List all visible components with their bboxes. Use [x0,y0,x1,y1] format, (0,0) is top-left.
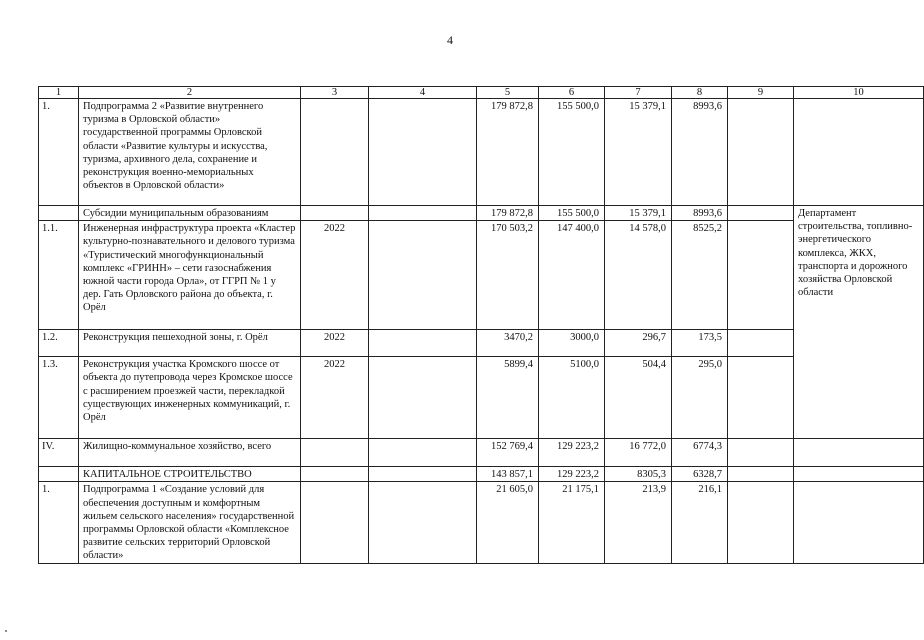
value-cell: 147 400,0 [539,221,605,330]
col-header: 4 [369,87,477,99]
value-cell: 216,1 [672,482,728,563]
row-name: КАПИТАЛЬНОЕ СТРОИТЕЛЬСТВО [79,467,301,482]
value-cell: 21 175,1 [539,482,605,563]
col-header: 2 [79,87,301,99]
value-cell: 21 605,0 [477,482,539,563]
value-cell: 155 500,0 [539,99,605,206]
table-row [39,357,924,439]
value-cell: 8993,6 [672,206,728,221]
col-header: 5 [477,87,539,99]
value-cell: 295,0 [672,357,728,439]
value-cell: 296,7 [605,330,672,357]
table-row [39,439,924,467]
value-cell: 8305,3 [605,467,672,482]
value-cell: 14 578,0 [605,221,672,330]
table-row [39,206,924,221]
value-cell: 15 379,1 [605,206,672,221]
responsible-department: Департамент строительства, топливно-энергетического комплекса, ЖКХ, транспорта и дорожного хозяйства Орловской области [794,206,924,439]
value-cell: 6774,3 [672,439,728,467]
table-row [39,99,924,206]
value-cell: 129 223,2 [539,439,605,467]
value-cell: 3470,2 [477,330,539,357]
row-index: 1.2. [39,330,79,357]
value-cell: 179 872,8 [477,206,539,221]
col-header: 3 [301,87,369,99]
value-cell: 504,4 [605,357,672,439]
value-cell: 170 503,2 [477,221,539,330]
col-header: 9 [728,87,794,99]
row-index: 1.1. [39,221,79,330]
value-cell: 213,9 [605,482,672,563]
row-name: Реконструкция пешеходной зоны, г. Орёл [79,330,301,357]
table-row [39,221,924,330]
col-header: 6 [539,87,605,99]
value-cell: 152 769,4 [477,439,539,467]
value-cell: 15 379,1 [605,99,672,206]
row-name: Жилищно-коммунальное хозяйство, всего [79,439,301,467]
row-index: 1.3. [39,357,79,439]
page-number: 4 [447,33,453,47]
value-cell: 3000,0 [539,330,605,357]
col-header: 8 [672,87,728,99]
value-cell: 173,5 [672,330,728,357]
table-row [39,467,924,482]
value-cell: 5899,4 [477,357,539,439]
year-cell: 2022 [301,221,369,330]
value-cell: 179 872,8 [477,99,539,206]
value-cell: 8993,6 [672,99,728,206]
row-name: Реконструкция участка Кромского шоссе от объекта до путепровода через Кромское шоссе с расширением проезжей части, перекладкой существующих инженерных коммуникаций, г. Орёл [79,357,301,439]
table-row [39,330,924,357]
table-row [39,482,924,563]
value-cell: 129 223,2 [539,467,605,482]
value-cell: 5100,0 [539,357,605,439]
row-name: Инженерная инфраструктура проекта «Кластер культурно-познавательного и делового туризма «Туристический многофункциональный комплекс «ГРИНН» – сети газоснабжения южной части города Орла», от ГГРП № 1 у дер. Гать Орловского района до объекта, г. Орёл [79,221,301,330]
scan-speck [5,630,7,632]
value-cell: 143 857,1 [477,467,539,482]
row-index: 1. [39,99,79,206]
year-cell: 2022 [301,357,369,439]
row-name: Подпрограмма 2 «Развитие внутреннего туризма в Орловской области» государственной программы Орловской области «Развитие культуры и искусства, туризма, архивного дела, сохранение и реконструкция военно-мемориальных объектов в Орловской области» [79,99,301,206]
column-number-row [39,87,924,99]
year-cell: 2022 [301,330,369,357]
row-name: Субсидии муниципальным образованиям [79,206,301,221]
value-cell: 16 772,0 [605,439,672,467]
row-name: Подпрограмма 1 «Создание условий для обеспечения доступным и комфортным жильем сельского населения» государственной программы Орловской области «Комплексное развитие сельских территорий Орловской области» [79,482,301,563]
col-header: 1 [39,87,79,99]
col-header: 7 [605,87,672,99]
value-cell: 155 500,0 [539,206,605,221]
value-cell: 6328,7 [672,467,728,482]
row-index: IV. [39,439,79,467]
budget-table [38,86,924,564]
value-cell: 8525,2 [672,221,728,330]
row-index: 1. [39,482,79,563]
col-header: 10 [794,87,924,99]
